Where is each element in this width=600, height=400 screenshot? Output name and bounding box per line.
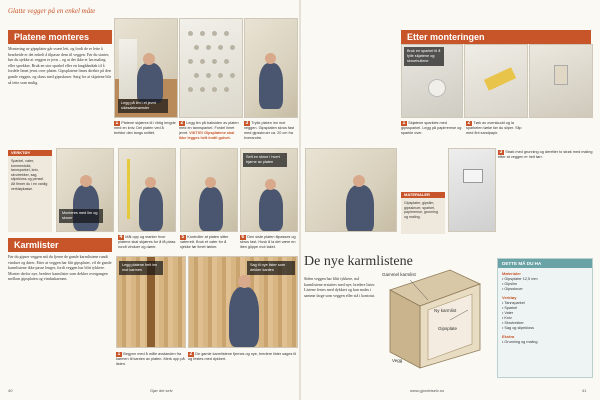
sidebar-tool-item: • Kniv xyxy=(502,316,512,320)
photo-step-2 xyxy=(179,18,243,118)
photo-etter-paint xyxy=(448,148,496,232)
materialer-box xyxy=(401,192,445,234)
heading-etter: Etter monteringen xyxy=(401,30,591,44)
magazine-url: www.gjordetselv.no xyxy=(410,388,445,393)
page-number-left: 40 xyxy=(8,388,13,393)
sidebar-title: DETTE MÅ DU HA xyxy=(498,259,592,268)
caption-step-6: 6 Den siste platen tilpasses og skrus fast. Husk å la det være en liten glippe mot taket. xyxy=(240,234,296,249)
photo-step-4 xyxy=(56,148,114,232)
caption-step-5: 5 Kontroller at platen sitter vaterrett. Bruk et vater for å sjekke før limet tørker. xyxy=(180,234,229,249)
sidebar-tool-item: • Tannsparkel xyxy=(502,301,525,305)
sidebar-tool-item: • Vater xyxy=(502,311,514,315)
verktoy-text: Sparkel, vater, tommestokk, tannsparkel, kniv, skrutrekker, sag, slipekloss og pensel. Alt finner du i en vanlig verktøykasse. xyxy=(11,159,48,191)
verktoy-box xyxy=(8,150,52,232)
heading-platene: Platene monteres xyxy=(8,30,112,44)
callout-p3: Sett en skrue i hvert hjørne av platen xyxy=(243,153,287,167)
page-gutter xyxy=(299,0,301,400)
photo-step-6b xyxy=(240,148,298,232)
diagram-label-c: Gipsplate xyxy=(438,326,458,331)
caption-step-3: 3 Trykk platen inn mot veggen. Gipsplaten skrus fast med gipsskruer ca. 20 cm fra hverandre. xyxy=(244,120,295,140)
materialer-title: MATERIALER xyxy=(404,192,430,197)
sidebar-material-item: • Gipsplater 12,5 mm xyxy=(502,277,538,281)
sidebar-extra-label: Ekstra xyxy=(502,334,515,339)
photo-etter-2 xyxy=(464,44,528,118)
karmlist-diagram xyxy=(380,260,490,370)
photo-step-6a xyxy=(180,148,238,232)
verktoy-title: VERKTØY xyxy=(11,150,31,155)
sidebar-tool-item: • Sparkel xyxy=(502,306,518,310)
magazine-name: Gjør det selv xyxy=(150,388,173,393)
sidebar-material-item: • Gipslim xyxy=(502,282,518,286)
caption-karm-1: 1 Begynn med å måle avstanden fra karmen til kanten av platen. Merk opp på listen. xyxy=(116,351,185,366)
caption-karm-2: 2 De gamle karmlistene fjernes og nye, bredere lister sages til og festes med dykkert. xyxy=(188,351,297,361)
caption-step-2: 2 Legg lim på baksiden av platen med en tannsparkel. Fordel limet jevnt. VIKTIG! Gipsplatene skal ikke legges helt inntil gulvet. xyxy=(179,120,239,140)
callout-p2: Monteres med lim og skruer xyxy=(59,209,103,223)
caption-etter-3: 3 Strøk med grunning og deretter to strøk med maling etter at veggen er helt tørr. xyxy=(498,149,593,159)
callout-k2: Sag til nye lister som dekker kanten xyxy=(247,261,295,275)
callout-k1: Legg platene helt inn mot karmen xyxy=(119,261,163,275)
diagram-label-a: Gammel karmlist xyxy=(382,272,416,277)
photo-karm-2 xyxy=(188,256,298,348)
photo-etter-3 xyxy=(529,44,593,118)
heading-nye: De nye karmlistene xyxy=(304,254,413,269)
intro-platene: Montering av gipsplater går svært lett, og fordi de er lette å bearbeide er det enkelt å tilpasse dem til veggen. Før du starter, bør du sjekke at veggen er jevn – og at det ikke er løs maling eller sprekker. Bruk en stor sparkel eller en langhåndtak til å fordele limet jevnt over platen. Gipsplatene limes direkte på den gamle veggen, og skrus med gipsskruer. Sørg for at skjøtene blir så tette som mulig. xyxy=(8,46,112,85)
sidebar-materials xyxy=(497,258,593,378)
intro-karmlister: Før du gipser veggen må du fjerne de gamle karmlistene rundt vinduer og dører. Etter at veggen har fått gipsplater, vil de gamle karmlistene ikke passe lenger, fordi veggen har blitt tykkere. Monter derfor nye, bredere karmlister som dekker overgangen mellom gipsplaten og vinduskarmen. xyxy=(8,254,112,282)
callout-p1: Legg på lim i et jevnt sikksakkmønster xyxy=(118,99,168,113)
sidebar-materials-label: Materialer xyxy=(502,271,521,276)
sidebar-extra-item: • Grunning og maling xyxy=(502,340,538,344)
sidebar-tool-item: • Skrutrekker xyxy=(502,321,524,325)
caption-step-1: 1 Platene skjæres til i riktig lengde med en kniv. Del platen ved å brekke den langs snittet. xyxy=(114,120,176,135)
materialer-text: Gipsplater, gipslim, gipsskruer, sparkel, papirremse, grunning og maling. xyxy=(404,201,438,219)
photo-step-3 xyxy=(244,18,298,118)
photo-right-wall xyxy=(305,148,397,232)
caption-etter-2: 2 Tørk av overskudd og la sparkelen tørke før du sliper. Slip med fint sandpapir. xyxy=(466,120,522,135)
diagram-label-d: Vegg xyxy=(392,358,403,363)
heading-karmlister: Karmlister xyxy=(8,238,112,252)
photo-karm-1 xyxy=(116,256,186,348)
sidebar-tool-item: • Sag og slipekloss xyxy=(502,326,534,330)
sidebar-material-item: • Gipsskruer xyxy=(502,287,523,291)
caption-step-4: 4 Mål opp og marker hvor platene skal skjæres for å få plass rundt vinduer og dører. xyxy=(118,234,176,249)
sidebar-tools-label: Verktøy xyxy=(502,295,517,300)
diagram-label-b: Ny karmlist xyxy=(434,308,457,313)
photo-step-1 xyxy=(114,18,178,118)
section-title: Glatte vegger på en enkel måte xyxy=(8,7,96,15)
page-number-right: 41 xyxy=(582,388,587,393)
photo-etter-1 xyxy=(401,44,463,118)
nye-text: Siden veggen har blitt tykkere, må karmlistene erstattes med nye, bredere lister. Listene festes med dykkert og kan males i samme farge som veggen eller stå i kontrast. xyxy=(304,276,376,298)
caption-etter-1: 1 Skjøtene sparkles med gipssparkel. Legg på papirremse og sparkle over. xyxy=(401,120,462,135)
photo-step-5 xyxy=(118,148,176,232)
callout-e1: Bruk en sparkel til å fylle skjøtene og skruehullene xyxy=(404,47,444,66)
